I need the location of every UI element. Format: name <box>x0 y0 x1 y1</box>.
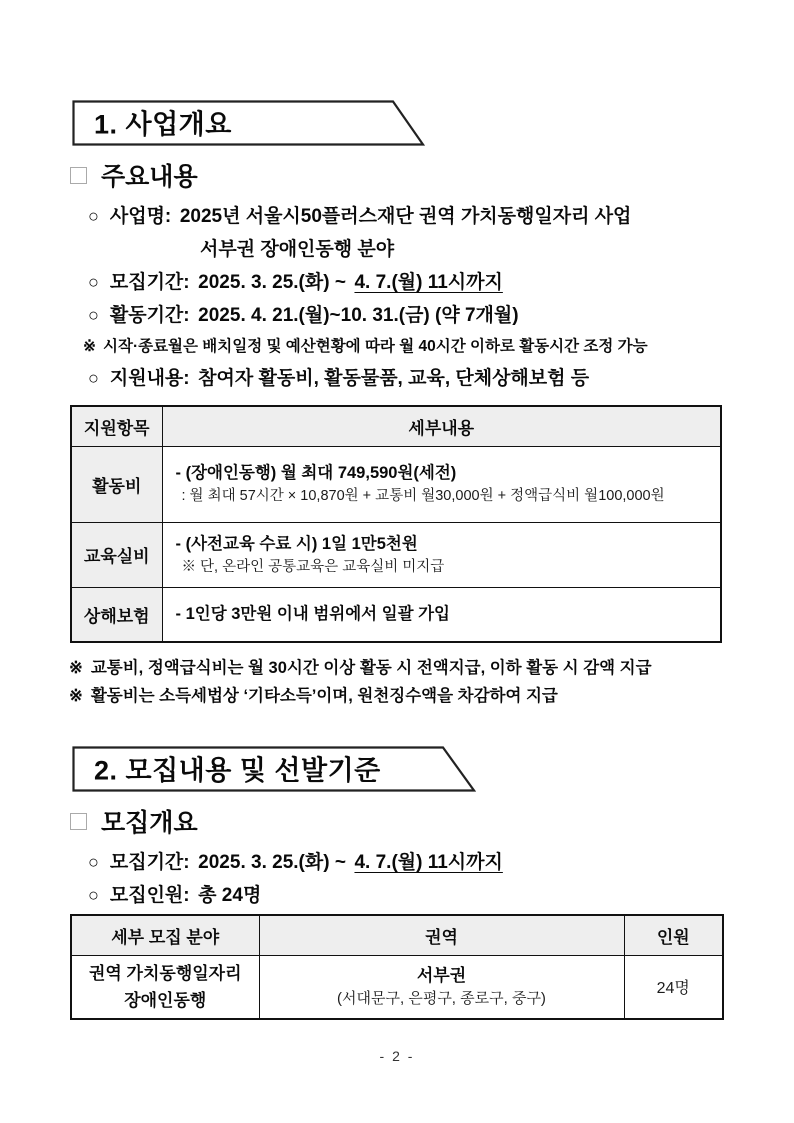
recruit-deadline-underlined: 4. 7.(월) 11시까지 <box>354 272 503 293</box>
section1-title: 1. 사업개요 <box>94 109 232 140</box>
region-name: 서부권 <box>416 966 467 986</box>
section2-subheading-label: 모집개요 <box>101 809 198 837</box>
section2-subheading <box>70 804 794 838</box>
support-items-value: 참여자 활동비, 활동물품, 교육, 단체상해보험 등 <box>198 368 590 389</box>
business-name-value: 2025년 서울시50플러스재단 권역 가치동행일자리 사업 <box>179 206 632 227</box>
schedule-note-line <box>83 332 794 362</box>
recruit-period-value: 2025. 3. 25.(화) ~ <box>198 272 346 293</box>
page-number: - 2 - <box>379 1048 415 1064</box>
recruit-region-cell <box>259 955 624 1019</box>
activity-period-label: 활동기간: <box>109 305 190 326</box>
detail-line-1: - (사전교육 수료 시) 1일 1만5천원 <box>175 534 418 553</box>
recruit-table-header-region: 권역 <box>259 915 624 955</box>
footnote-tax <box>69 683 794 711</box>
square-checkbox-icon <box>70 167 87 184</box>
support-table-header-row <box>71 406 721 446</box>
reference-mark-icon: ※ <box>69 686 83 705</box>
recruit-table-row <box>71 955 723 1019</box>
support-table <box>70 405 722 643</box>
section1-subheading <box>70 158 794 192</box>
support-items-label: 지원내용: <box>109 368 190 389</box>
table-row-insurance <box>71 587 721 642</box>
business-name-line2 <box>88 233 794 266</box>
row-detail-cell <box>162 446 721 522</box>
recruit-table-header-field: 세부 모집 분야 <box>71 915 259 955</box>
circle-bullet-icon: ○ <box>88 305 99 325</box>
recruit-count-value: 총 24명 <box>198 885 262 906</box>
support-table-header-item: 지원항목 <box>71 406 162 446</box>
reference-mark-icon: ※ <box>83 338 96 355</box>
recruit-field-cell <box>71 955 259 1019</box>
circle-bullet-icon: ○ <box>88 272 99 292</box>
recruit-deadline-underlined: 4. 7.(월) 11시까지 <box>354 852 503 873</box>
row-item-label: 상해보험 <box>71 587 162 642</box>
recruit-field-line-2: 장애인동행 <box>124 990 207 1010</box>
recruit-table <box>70 914 724 1020</box>
circle-bullet-icon: ○ <box>88 885 99 905</box>
table-row-education-fee <box>71 522 721 587</box>
section2-bullet-list <box>88 846 794 912</box>
section1-footnotes <box>69 655 794 710</box>
section2-banner <box>72 746 794 792</box>
region-districts: (서대문구, 은평구, 종로구, 중구) <box>337 990 546 1008</box>
circle-bullet-icon: ○ <box>88 852 99 872</box>
recruit-count-label: 모집인원: <box>109 885 190 906</box>
recruit-count-line <box>88 879 794 912</box>
row-detail-cell <box>162 587 721 642</box>
section1-banner <box>72 100 794 146</box>
footnote-transport <box>69 655 794 683</box>
business-name-value-2: 서부권 장애인동행 분야 <box>200 239 395 260</box>
business-name-line <box>88 200 794 233</box>
row-item-label: 활동비 <box>71 446 162 522</box>
recruit-count-cell: 24명 <box>624 955 723 1019</box>
recruit-period-value: 2025. 3. 25.(화) ~ <box>198 852 346 873</box>
activity-period-line <box>88 299 794 332</box>
section2-title: 2. 모집내용 및 선발기준 <box>94 755 381 786</box>
reference-mark-icon: ※ <box>69 659 83 677</box>
square-checkbox-icon <box>70 813 87 830</box>
detail-line-2: : 월 최대 57시간 × 10,870원 + 교통비 월30,000원 + 정액급식비 월100,000원 <box>181 488 665 504</box>
recruit-period-line-2 <box>88 846 794 879</box>
business-name-label: 사업명: <box>109 206 172 227</box>
row-item-label: 교육실비 <box>71 522 162 587</box>
section1-subheading-label: 주요내용 <box>101 163 198 191</box>
detail-line-1: - 1인당 3만원 이내 범위에서 일괄 가입 <box>175 605 450 624</box>
support-items-line <box>88 362 794 395</box>
activity-period-value: 2025. 4. 21.(월)~10. 31.(금) (약 7개월) <box>198 305 519 326</box>
support-table-header-detail: 세부내용 <box>162 406 721 446</box>
footnote-text: 활동비는 소득세법상 ‘기타소득’이며, 원천징수액을 차감하여 지급 <box>90 686 558 705</box>
recruit-table-header-count: 인원 <box>624 915 723 955</box>
recruit-field-line-1: 권역 가치동행일자리 <box>88 963 242 983</box>
recruit-period-line <box>88 266 794 299</box>
circle-bullet-icon: ○ <box>88 206 99 226</box>
row-detail-cell <box>162 522 721 587</box>
recruit-period-label: 모집기간: <box>109 852 190 873</box>
detail-line-1: - (장애인동행) 월 최대 749,590원(세전) <box>175 464 457 482</box>
recruit-period-label: 모집기간: <box>109 272 190 293</box>
table-row-activity-fee <box>71 446 721 522</box>
detail-line-2: ※ 단, 온라인 공통교육은 교육실비 미지급 <box>181 558 445 575</box>
section1-bullet-list <box>83 200 794 395</box>
schedule-note-text: 시작·종료월은 배치일정 및 예산현황에 따라 월 40시간 이하로 활동시간 조정 가능 <box>103 338 648 355</box>
circle-bullet-icon: ○ <box>88 368 99 388</box>
recruit-table-header-row <box>71 915 723 955</box>
footnote-text: 교통비, 정액급식비는 월 30시간 이상 활동 시 전액지급, 이하 활동 시 감액 지급 <box>90 659 652 677</box>
